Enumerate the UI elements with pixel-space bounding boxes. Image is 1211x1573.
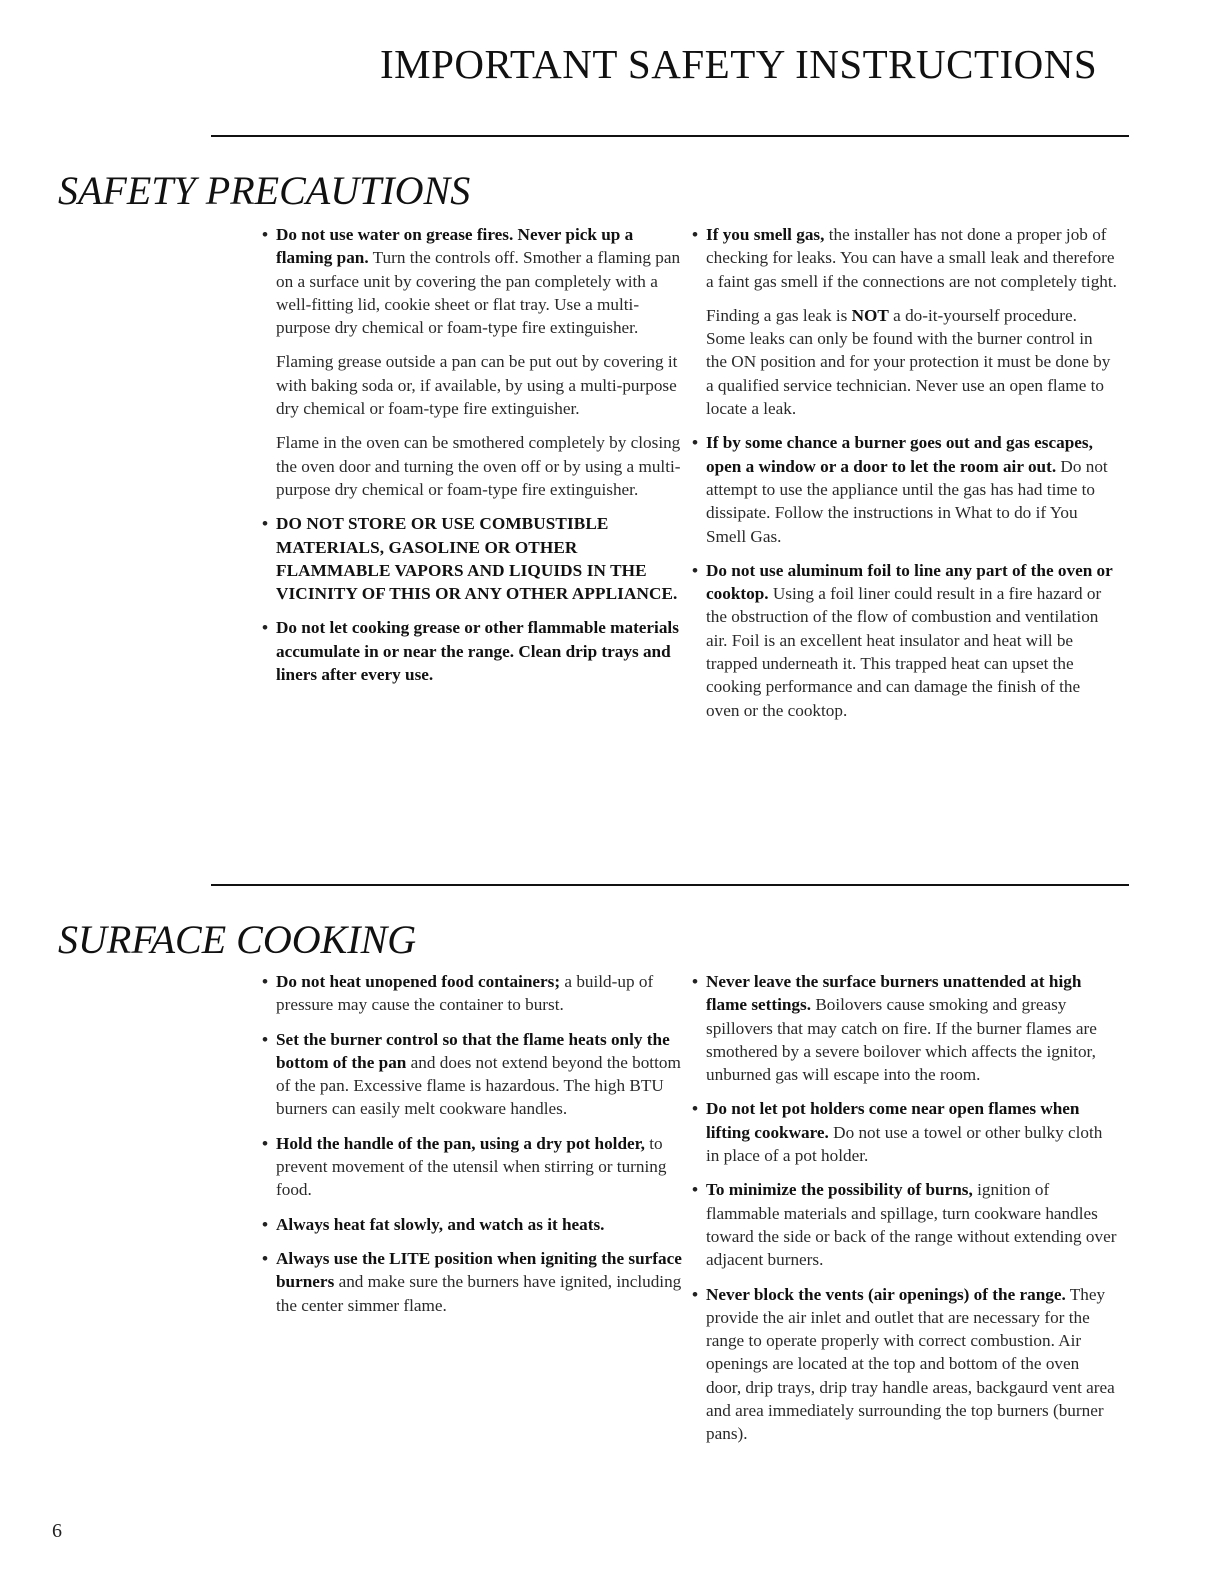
list-item	[687, 559, 1117, 722]
list-item	[257, 223, 685, 339]
item-bold-text: Do not let pot holders come near open flames when lifting cookware.	[706, 1099, 1080, 1142]
list-item	[257, 350, 685, 420]
item-text: Finding a gas leak is	[706, 305, 852, 325]
item-text: to prevent movement of the utensil when stirring or turning food.	[276, 1133, 667, 1200]
section-divider	[211, 884, 1129, 886]
item-text: a do-it-yourself procedure. Some leaks can only be found with the burner control in the ON position and for your protection it must be done by a qualified service technician. Never use an open flame to locate a leak.	[706, 305, 1111, 419]
item-bold-text: Never block the vents (air openings) of the range.	[706, 1284, 1066, 1304]
item-text: Flaming grease outside a pan can be put out by covering it with baking soda or, if available, by using a multi-purpose dry chemical or foam-type fire extinguisher.	[276, 352, 678, 419]
section-title-surface-cooking: SURFACE COOKING	[58, 917, 417, 962]
surface-cooking-right-column	[687, 970, 1117, 1457]
item-bold-text: Set the burner control so that the flame heats only the bottom of the pan	[276, 1029, 670, 1072]
item-bold-text: Always use the LITE position when igniting the surface burners	[276, 1248, 682, 1292]
list-item	[687, 970, 1117, 1086]
item-bold-text: If you smell gas,	[706, 225, 825, 244]
section-divider	[211, 135, 1129, 137]
safety-precautions-left-column	[257, 223, 685, 697]
item-bold-text: DO NOT STORE OR USE COMBUSTIBLE MATERIALS, GASOLINE OR OTHER FLAMMABLE VAPORS AND LIQUIDS IN THE VICINITY OF THIS OR ANY OTHER APPLIANCE.	[276, 514, 678, 604]
item-bold-text: To minimize the possibility of burns,	[706, 1180, 973, 1200]
item-bold-text: Hold the handle of the pan, using a dry pot holder,	[276, 1133, 645, 1153]
item-text: Boilovers cause smoking and greasy spillovers that may catch on fire. If the burner flames are smothered by a severe boilover which affects the ignitor, unburned gas will escape into the room.	[706, 995, 1097, 1085]
item-text: the installer has not done a proper job of checking for leaks. You can have a small leak and therefore a faint gas smell if the connections are not completely tight.	[706, 225, 1117, 291]
item-bold-text: Do not use aluminum foil to line any part of the oven or cooktop.	[706, 560, 1113, 604]
item-text: ignition of flammable materials and spillage, turn cookware handles toward the side or back of the range without extending over adjacent burners.	[706, 1180, 1117, 1270]
list-item	[687, 1283, 1117, 1446]
item-bold-text: Always heat fat slowly, and watch as it heats.	[276, 1214, 605, 1234]
item-text: Turn the controls off. Smother a flaming pan on a surface unit by covering the pan completely with a well-fitting lid, cookie sheet or flat tray. Use a multi-purpose dry chemical or foam-type fire extinguisher.	[276, 248, 681, 338]
list-item	[687, 223, 1117, 293]
list-item	[257, 1247, 685, 1317]
item-text: and make sure the burners have ignited, including the center simmer flame.	[276, 1272, 682, 1315]
item-text: Flame in the oven can be smothered completely by closing the oven door and turning the oven off or by using a multi-purpose dry chemical or foam-type fire extinguisher.	[276, 433, 681, 499]
list-item	[257, 970, 685, 1017]
list-item	[687, 1097, 1117, 1167]
list-item	[257, 1028, 685, 1121]
item-bold-text: Do not heat unopened food containers;	[276, 972, 561, 991]
item-bold-text: Never leave the surface burners unattended at high flame settings.	[706, 972, 1082, 1015]
page-title: IMPORTANT SAFETY INSTRUCTIONS	[380, 41, 1098, 87]
list-item	[257, 431, 685, 501]
page-number: 6	[52, 1520, 62, 1542]
item-text: a build-up of pressure may cause the container to burst.	[276, 972, 654, 1015]
list-item	[257, 512, 685, 605]
list-item	[687, 1178, 1117, 1271]
list-item	[257, 1132, 685, 1202]
item-text: Do not attempt to use the appliance until the gas has had time to dissipate. Follow the instructions in What to do if You Smell Gas.	[706, 456, 1108, 546]
item-bold-text: Do not let cooking grease or other flammable materials accumulate in or near the range. Clean drip trays and liners after every use.	[276, 618, 679, 685]
item-text: Using a foil liner could result in a fire hazard or the obstruction of the flow of combustion and ventilation air. Foil is an excellent heat insulator and heat will be trapped underneath it. This trapped heat can upset the cooking performance and can damage the finish of the oven or the cooktop.	[706, 584, 1102, 720]
section-title-safety-precautions: SAFETY PRECAUTIONS	[58, 168, 471, 213]
list-item	[687, 304, 1117, 420]
item-text: Do not use a towel or other bulky cloth in place of a pot holder.	[706, 1122, 1103, 1166]
list-item	[257, 1213, 685, 1236]
item-bold-text: NOT	[851, 305, 889, 325]
list-item	[687, 431, 1117, 547]
item-text: and does not extend beyond the bottom of the pan. Excessive flame is hazardous. The high BTU burners can easily melt cookware handles.	[276, 1052, 681, 1119]
item-bold-text: If by some chance a burner goes out and gas escapes, open a window or a door to let the room air out.	[706, 433, 1093, 476]
surface-cooking-left-column	[257, 970, 685, 1328]
item-bold-text: Do not use water on grease fires. Never pick up a flaming pan.	[276, 225, 634, 268]
safety-precautions-right-column	[687, 223, 1117, 733]
item-text: They provide the air inlet and outlet that are necessary for the range to operate properly with correct combustion. Air openings are located at the top and bottom of the oven door, drip trays, drip tray handle areas, backgaurd vent area and area immediately surrounding the top burners (burner pans).	[706, 1284, 1115, 1444]
list-item	[257, 616, 685, 686]
